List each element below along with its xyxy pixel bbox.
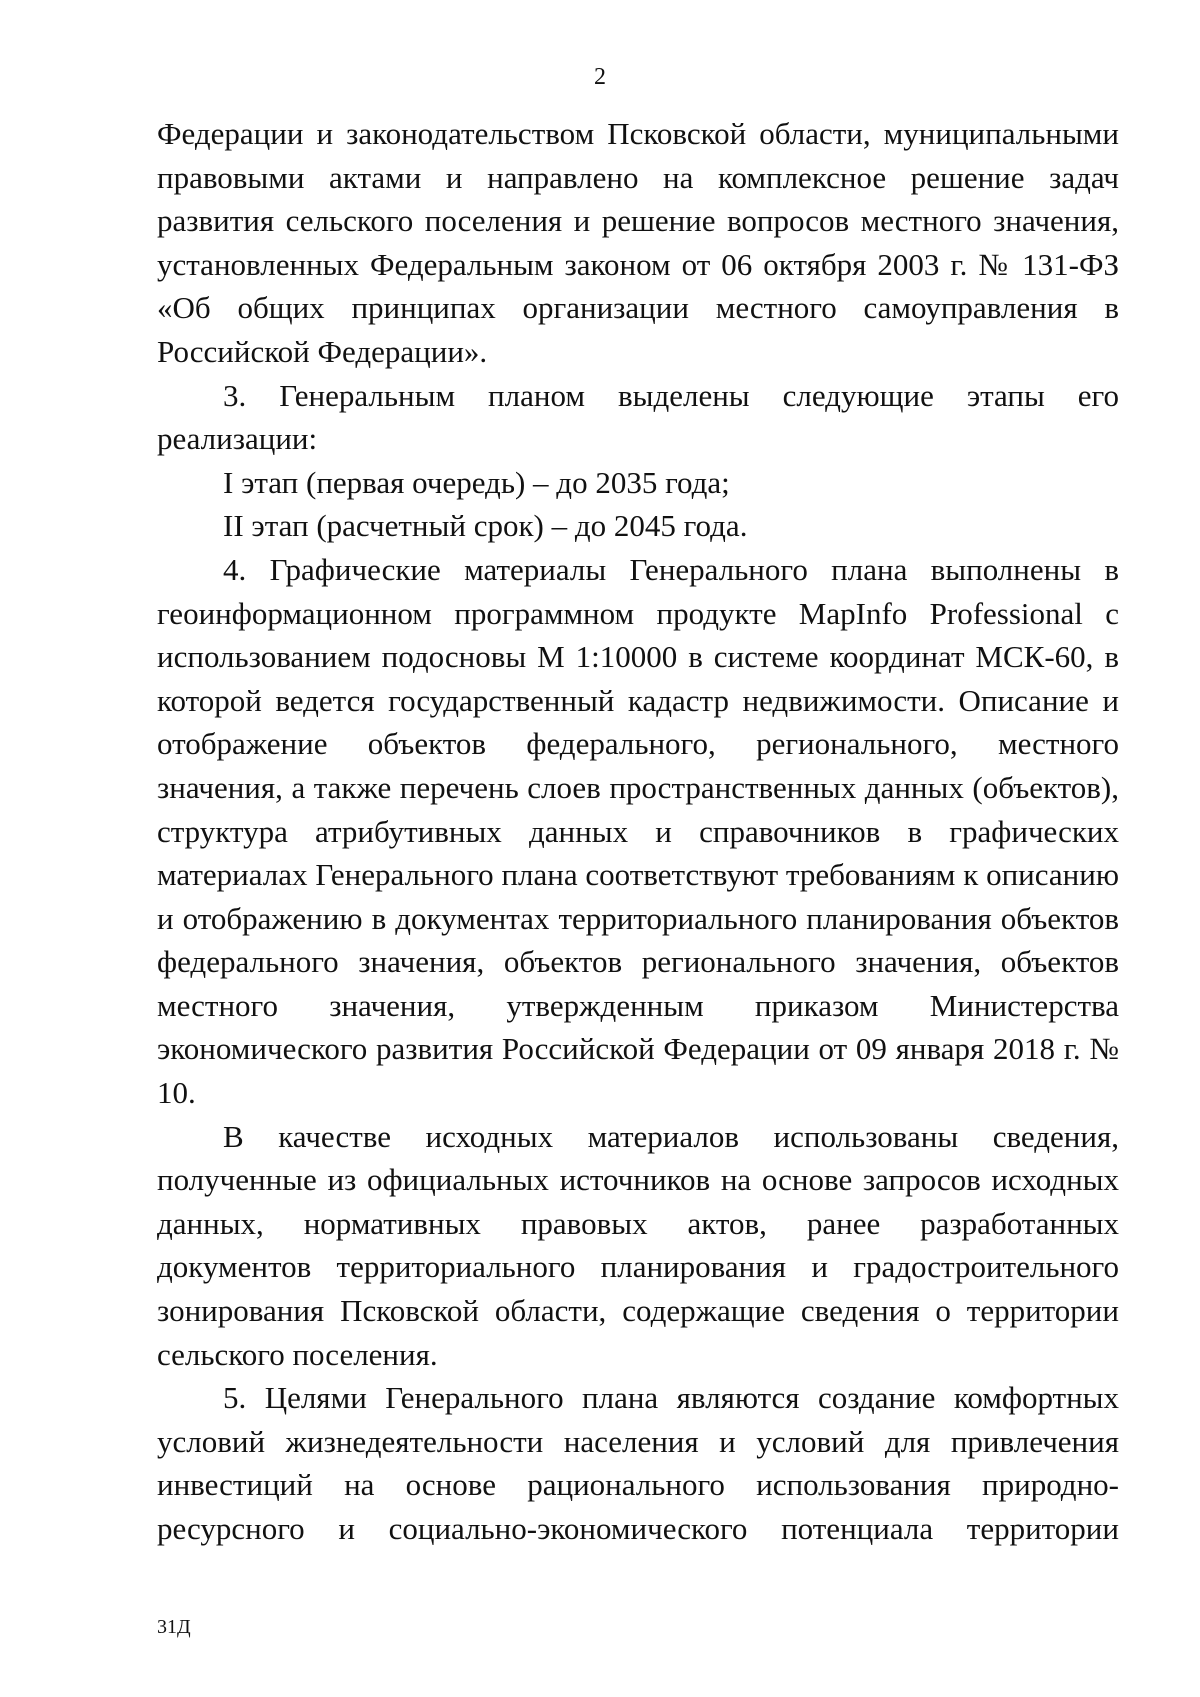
paragraph-stages: 3. Генеральным планом выделены следующие этапы его реализации: [157, 377, 1119, 457]
paragraph-goals: 5. Целями Генерального плана являются создание комфортных условий жизнедеятельности населения и условий для привлечения инвестиций на основе рационального использования природно-ресурсного и социально-экономического потенциала территории [157, 1380, 1119, 1546]
page-number: 2 [594, 64, 606, 90]
footer-code: 31Д [157, 1616, 191, 1638]
stage-one-item: I этап (первая очередь) – до 2035 года; [223, 464, 730, 500]
paragraph-continuation: Федерации и законодательством Псковской области, муниципальными правовыми актами и направлено на комплексное решение задач развития сельского поселения и решение вопросов местного значения, установленных Федеральным законом от 06 октября 2003 г. № 131-ФЗ «Об общих принципах организации местного самоуправления в Российской Федерации». [157, 116, 1119, 369]
paragraph-graphic-materials: 4. Графические материалы Генерального плана выполнены в геоинформационном программном продукте MapInfo Professional с использованием подосновы М 1:10000 в системе координат МСК-60, в которой ведется государственный кадастр недвижимости. Описание и отображение объектов федерального, регионального, местного значения, а также перечень слоев пространственных данных (объектов), структура атрибутивных данных и справочников в графических материалах Генерального плана соответствуют требованиям к описанию и отображению в документах территориального планирования объектов федерального значения, объектов регионального значения, объектов местного значения, утвержденным приказом Министерства экономического развития Российской Федерации от 09 января 2018 г. № 10. [157, 551, 1119, 1111]
document-body [157, 112, 1119, 1551]
stage-two-item: II этап (расчетный срок) – до 2045 года. [223, 508, 748, 544]
paragraph-source-materials: В качестве исходных материалов использованы сведения, полученные из официальных источников на основе запросов исходных данных, нормативных правовых актов, ранее разработанных документов территориального планирования и градостроительного зонирования Псковской области, содержащие сведения о территории сельского поселения. [157, 1118, 1119, 1372]
